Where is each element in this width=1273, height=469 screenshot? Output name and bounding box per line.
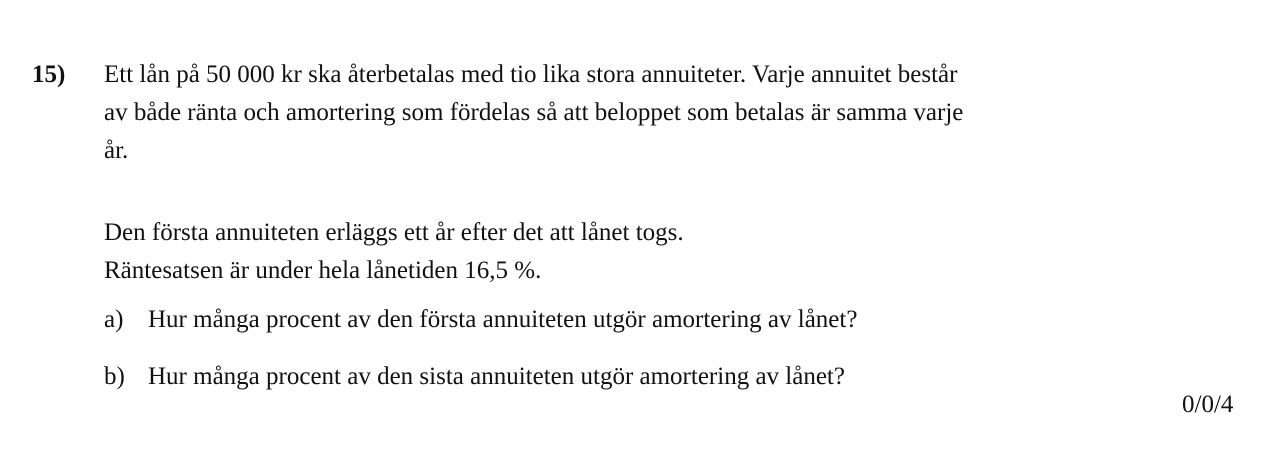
subquestion-list [104,301,1104,396]
points-value: 0/0/4 [1182,391,1234,418]
subquestion-letter: a) [104,306,124,333]
text-line: av både ränta och amortering som fördelas så att beloppet som betalas är samma varje [104,99,964,126]
problem-paragraph-1 [104,56,1104,170]
subquestion-letter: b) [104,363,125,390]
subquestion-a [104,301,1104,339]
text-line: Den första annuiteten erläggs ett år efter det att lånet togs. [104,219,684,246]
subquestion-text: Hur många procent av den första annuiteten utgör amortering av lånet? [148,306,858,333]
text-line: år. [104,137,129,164]
subquestion-b [104,358,1104,396]
text-line: Ett lån på 50 000 kr ska återbetalas med tio lika stora annuiteter. Varje annuitet består [104,61,958,88]
problem-number: 15) [32,61,66,88]
subquestion-text: Hur många procent av den sista annuiteten utgör amortering av lånet? [148,363,845,390]
problem-paragraph-2 [104,214,1104,290]
text-line: Räntesatsen är under hela lånetiden 16,5 %. [104,257,542,284]
problem-body [104,56,1104,415]
